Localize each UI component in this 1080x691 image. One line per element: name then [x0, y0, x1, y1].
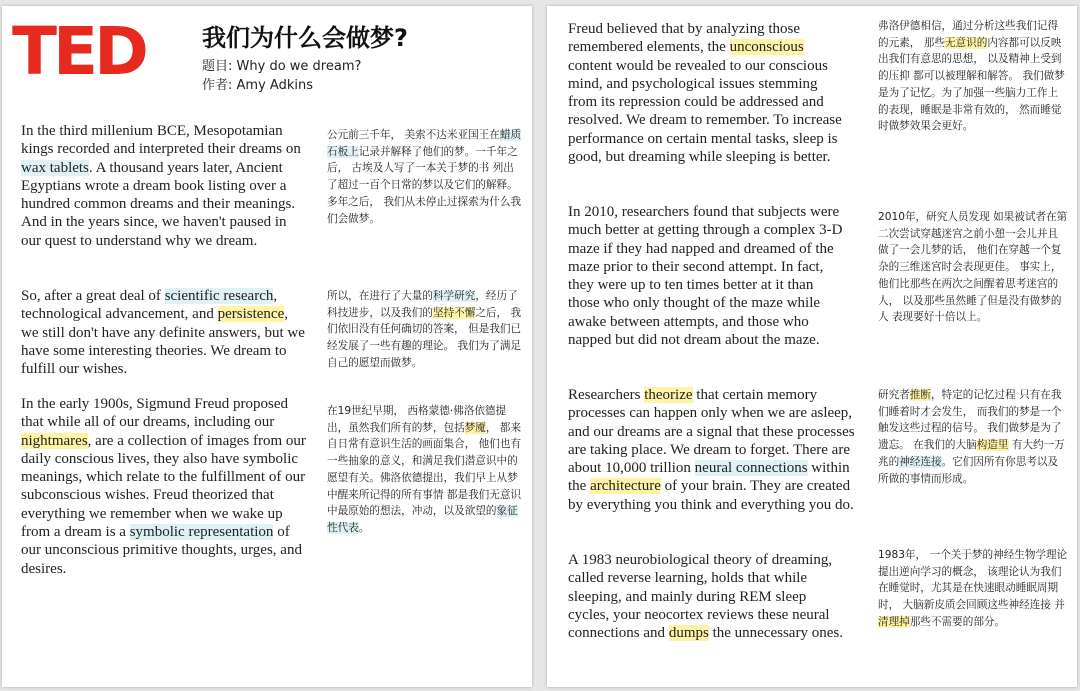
text-segment: of our unconscious primitive thoughts, urges, and desires. — [21, 524, 302, 577]
highlighted-term: architecture — [590, 478, 661, 495]
paragraph-zh-6 — [878, 387, 1068, 487]
page-left — [2, 6, 532, 687]
text-segment: 弗洛伊德相信，通过分析这些我们记得的元素， 那些 — [878, 20, 1059, 49]
text-segment: In the third millenium BCE, Mesopotamian kings recorded and interpreted their dreams on — [21, 123, 301, 158]
text-segment: 内容都可以反映出我们有意思的思想， 以及精神上受到的压抑 都可以被理解和解答。 我们做梦是为了记忆。为了加强一些脑力工作上的表现，睡眠是非常有效的， 然而睡觉时做梦效果会更好。 — [878, 36, 1065, 133]
paragraph-en-6 — [568, 386, 858, 514]
text-segment: 公元前三千年， 美索不达米亚国王在 — [327, 129, 500, 141]
text-segment: 那些不需要的部分。 — [909, 615, 1006, 628]
page-title: 我们为什么会做梦? — [202, 24, 408, 52]
topic-label: 题目: — [202, 59, 233, 74]
text-segment: , are a collection of images from our daily conscious lives, they also have symbolic meanings, which relate to the fulfillment of our subconscious wishes. Freud theorized that everything we remember when we wake up from a dream is a — [21, 432, 306, 541]
text-segment: , we still don't have any definite answers, but we have some interesting theories. We dream to fulfill our wishes. — [21, 306, 305, 378]
text-segment: 2010年，研究人员发现 如果被试者在第二次尝试穿越迷宫之前小憩一会儿并且做了一会儿梦的话， 他们在穿越一个复杂的三维迷宫时会表现更佳。 事实上， 他们比那些在两次之间醒着思考迷宫的人， 以及那些虽然睡了但是没有做梦的人 表现要好十倍以上。 — [878, 211, 1068, 324]
text-segment: 在19世纪早期， 西格蒙德·佛洛依德提出，虽然我们所有的梦，包括 — [327, 405, 507, 434]
paragraph-en-2 — [21, 287, 306, 378]
ted-logo: TED — [12, 13, 145, 90]
highlighted-term: 科学研究 — [432, 290, 476, 302]
highlighted-term: nightmares — [21, 432, 88, 449]
text-segment: 记录并解释了他们的梦。一千年之后， 古埃及人写了一本关于梦的书 列出了超过一百个日常的梦以及它们的解释。 多年之后， 我们从未停止过探索为什么我们会做梦。 — [327, 145, 522, 225]
text-segment: Freud believed that by analyzing those remembered elements, the — [568, 21, 801, 56]
paragraph-en-3 — [21, 395, 306, 578]
highlighted-term: 坚持不懈 — [432, 306, 476, 319]
topic-line — [202, 55, 361, 74]
text-segment: 。它们因所有你思考以及所做的事情而形成。 — [878, 455, 1059, 485]
highlighted-term: 梦魇 — [464, 421, 486, 434]
highlighted-term: persistence — [217, 306, 285, 323]
highlighted-term: scientific research — [164, 288, 274, 304]
highlighted-term: 推断 — [909, 389, 931, 401]
author-label: 作者: — [202, 78, 233, 93]
highlighted-term: unconscious — [729, 39, 804, 56]
paragraph-en-4 — [568, 20, 848, 166]
page-right — [547, 6, 1077, 687]
paragraph-zh-4 — [878, 18, 1068, 135]
highlighted-term: symbolic representation — [129, 524, 274, 541]
text-segment: the unnecessary ones. — [708, 625, 843, 642]
highlighted-term: dumps — [668, 625, 709, 642]
text-segment: 所以，在进行了大量的 — [327, 290, 433, 302]
text-segment: 。 — [358, 521, 370, 534]
paragraph-zh-5 — [878, 209, 1068, 326]
text-segment: . A thousand years later, Ancient Egyptians wrote a dream book listing over a hundred common dreams and their meanings. And in the years since, we haven't paused in our quest to understand why we dream. — [21, 159, 296, 249]
highlighted-term: 神经连接 — [899, 455, 942, 468]
paragraph-zh-2 — [327, 288, 523, 372]
highlighted-term: 象征性代表 — [327, 505, 518, 534]
text-segment: that certain memory processes can happen only when we are asleep, and our dreams are a signal that these processes are taking place. We dream to forget. There are about 10,000 trillion — [568, 387, 855, 477]
text-segment: ，特定的记忆过程 只有在我们睡着时才会发生， 而我们的梦是一个触发这些过程的信号。 我们做梦是为了遗忘。 在我们的大脑 — [878, 389, 1062, 452]
paragraph-en-5 — [568, 203, 848, 349]
text-segment: In 2010, researchers found that subjects were much better at getting through a complex 3-D maze if they had napped and dreamed of the maze prior to their second attempt. In fact, they were up to ten times better at it than those who only thought of the maze while awake between attempts, and those who napped but did not dream about the maze. — [568, 204, 843, 349]
text-segment: , technological advancement, and — [21, 288, 278, 323]
paragraph-zh-3 — [327, 403, 523, 537]
paragraph-zh-7 — [878, 547, 1068, 631]
text-segment: In the early 1900s, Sigmund Freud proposed that while all of our dreams, including our — [21, 396, 289, 431]
highlighted-term: neural connections — [694, 460, 808, 477]
text-segment: Researchers — [568, 387, 645, 403]
topic-value: Why do we dream? — [236, 59, 362, 74]
text-segment: content would be revealed to our conscious mind, and psychological issues stemming from its repression could be addressed and resolved. We dream to remember. To increase performance on certain mental tasks, sleep is good, but dreaming while sleeping is better. — [568, 57, 842, 166]
text-segment: 有大约一万兆的 — [878, 439, 1065, 468]
text-segment: of your brain. They are created by everything you think and everything you do. — [568, 478, 854, 513]
paragraph-en-1 — [21, 122, 306, 250]
paragraph-en-7 — [568, 551, 848, 642]
highlighted-term: 清理掉 — [878, 615, 910, 628]
text-segment: within the — [568, 460, 850, 495]
text-segment: So, after a great deal of — [21, 288, 165, 304]
highlighted-term: wax tablets — [21, 159, 89, 176]
text-segment: 研究者 — [878, 389, 910, 401]
text-segment: ， 都来自日常有意识生活的画面集合， 他们也有一些抽象的意义，和满足我们潜意识中的愿望有关。佛洛依德提出，我们早上从梦中醒来所记得的所有事情 都是我们无意识中最原始的想法，冲动，以及欲望的 — [327, 421, 522, 518]
text-segment: ，经历了科技进步，以及我们的 — [327, 290, 518, 319]
paragraph-zh-1 — [327, 127, 523, 227]
text-segment: A 1983 neurobiological theory of dreaming, called reverse learning, holds that while sleeping, and mainly during REM sleep cycles, your neocortex reviews these neural connections and — [568, 552, 833, 642]
author-value: Amy Adkins — [236, 78, 313, 93]
highlighted-term: 构造里 — [976, 439, 1009, 452]
highlighted-term: theorize — [644, 387, 693, 403]
highlighted-term: 无意识的 — [944, 36, 988, 49]
author-line — [202, 74, 313, 93]
text-segment: 之后， 我们依旧没有任何确切的答案， 但是我们已经发展了一些有趣的理论。 我们为了满足自己的愿望而做梦。 — [327, 306, 522, 369]
text-segment: 1983年， 一个关于梦的神经生物学理论提出逆向学习的概念， 该理论认为我们在睡觉时，尤其是在快速眼动睡眠周期时， 大脑新皮质会回顾这些神经连接 并 — [878, 549, 1068, 612]
highlighted-term: 蜡质石板上 — [327, 129, 522, 158]
